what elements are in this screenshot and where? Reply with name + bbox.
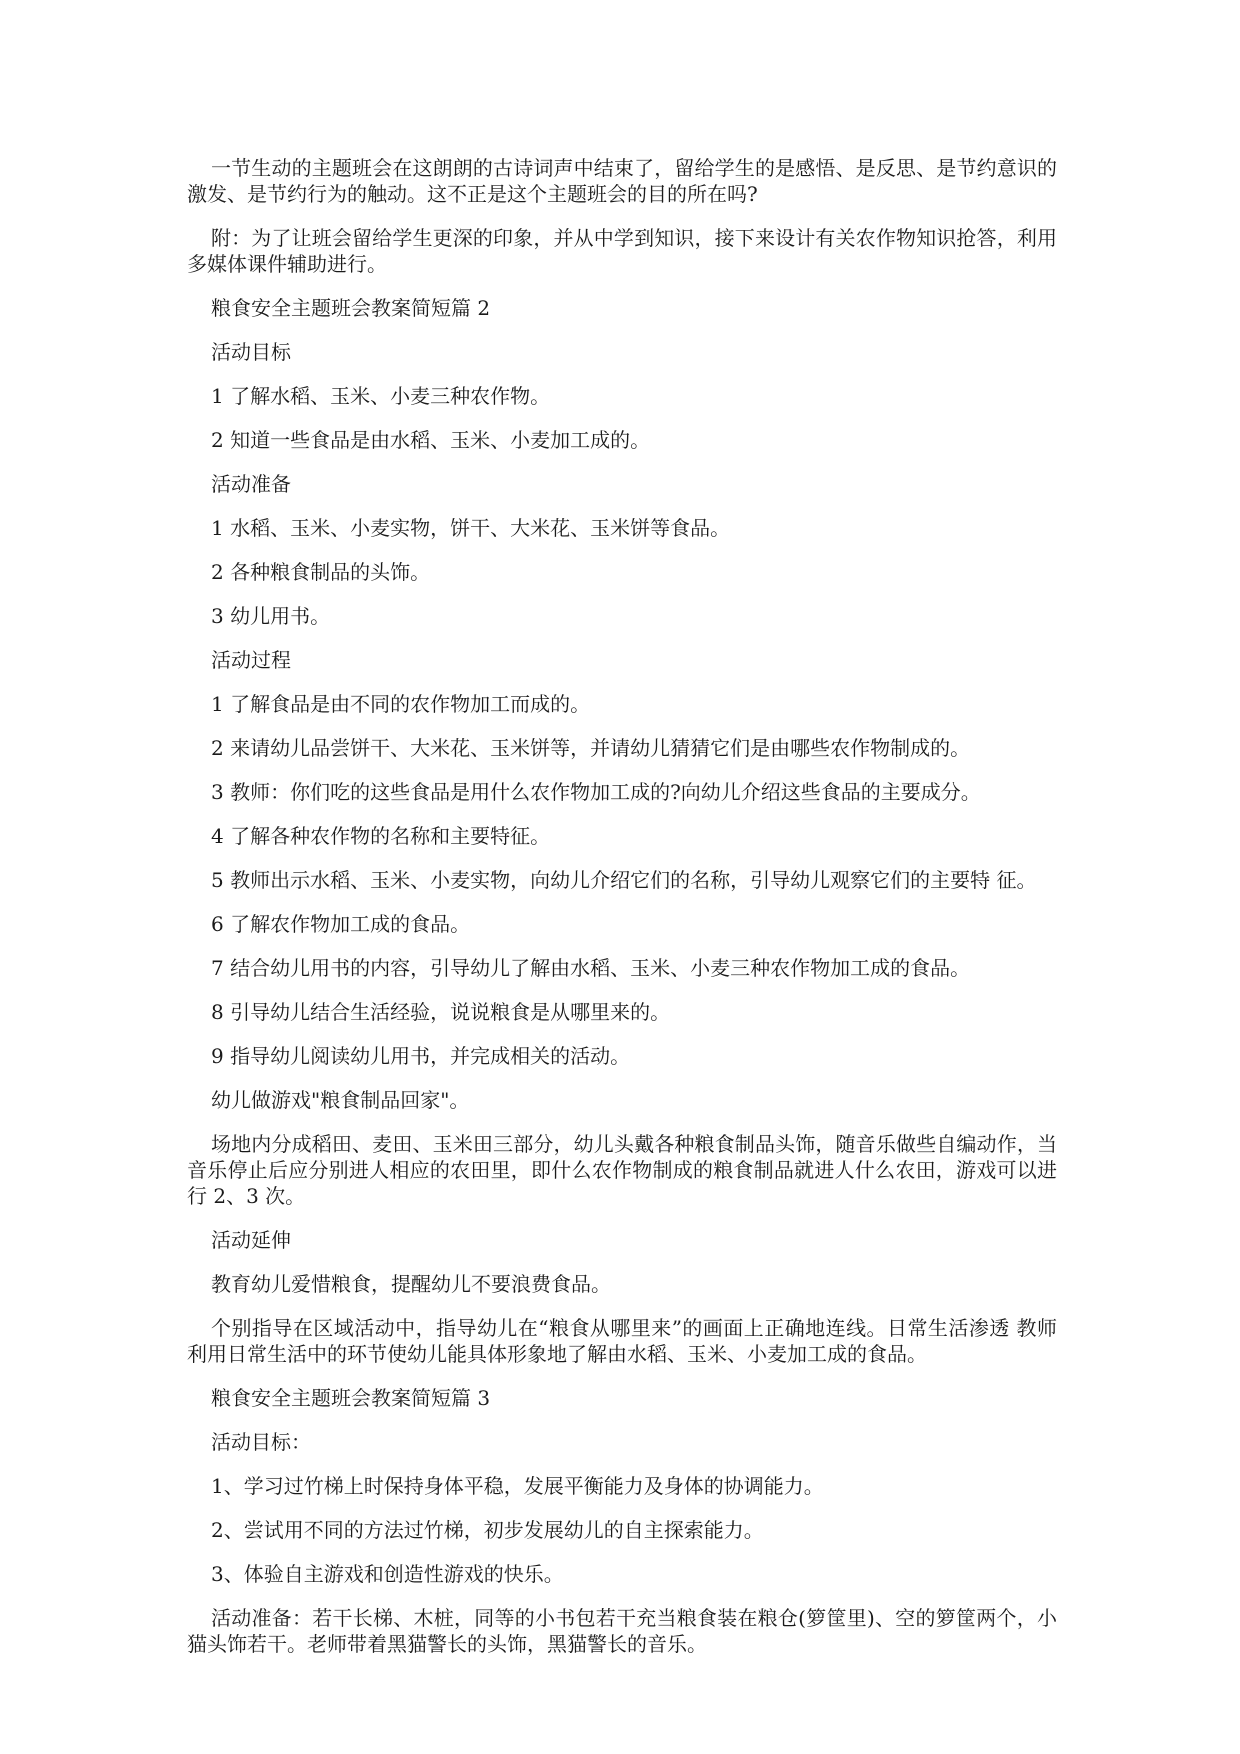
subheading-activity-process: 活动过程 — [211, 648, 291, 672]
paragraph-preparation-3: 活动准备：若干长梯、木桩，同等的小书包若干充当粮食装在粮仓(箩筐里)、空的箩筐两个，小猫头饰若干。老师带着黑猫警长的头饰，黑猫警长的音乐。 — [187, 1606, 1057, 1656]
list-item: 2 各种粮食制品的头饰。 — [211, 560, 431, 584]
list-item: 6 了解农作物加工成的食品。 — [211, 912, 471, 936]
list-item: 2、尝试用不同的方法过竹梯，初步发展幼儿的自主探索能力。 — [211, 1518, 764, 1542]
list-item: 3、体验自主游戏和创造性游戏的快乐。 — [211, 1562, 564, 1586]
list-item: 3 幼儿用书。 — [211, 604, 331, 628]
subheading-activity-goals: 活动目标 — [211, 340, 291, 364]
list-item: 2 来请幼儿品尝饼干、大米花、玉米饼等，并请幼儿猜猜它们是由哪些农作物制成的。 — [211, 736, 971, 760]
paragraph-extension-1: 教育幼儿爱惜粮食，提醒幼儿不要浪费食品。 — [211, 1272, 611, 1296]
subheading-activity-goals-3: 活动目标： — [211, 1430, 311, 1454]
list-item: 1 了解食品是由不同的农作物加工而成的。 — [211, 692, 591, 716]
list-item: 1 了解水稻、玉米、小麦三种农作物。 — [211, 384, 551, 408]
list-item: 8 引导幼儿结合生活经验，说说粮食是从哪里来的。 — [211, 1000, 671, 1024]
list-item: 9 指导幼儿阅读幼儿用书，并完成相关的活动。 — [211, 1044, 631, 1068]
paragraph-appendix: 附：为了让班会留给学生更深的印象，并从中学到知识，接下来设计有关农作物知识抢答，利用多媒体课件辅助进行。 — [187, 226, 1057, 276]
paragraph-extension-2: 个别指导在区域活动中，指导幼儿在“粮食从哪里来”的画面上正确地连线。日常生活渗透 教师利用日常生活中的环节使幼儿能具体形象地了解由水稻、玉米、小麦加工成的食品。 — [187, 1316, 1057, 1366]
list-item: 4 了解各种农作物的名称和主要特征。 — [211, 824, 551, 848]
section-title-part-2: 粮食安全主题班会教案简短篇 2 — [211, 296, 491, 320]
list-item: 5 教师出示水稻、玉米、小麦实物，向幼儿介绍它们的名称，引导幼儿观察它们的主要特 征。 — [211, 868, 1037, 892]
paragraph-game-rules: 场地内分成稻田、麦田、玉米田三部分，幼儿头戴各种粮食制品头饰，随音乐做些自编动作，当音乐停止后应分别进人相应的农田里，即什么农作物制成的粮食制品就进人什么农田，游戏可以进行 2、3 次。 — [187, 1132, 1057, 1208]
list-item: 7 结合幼儿用书的内容，引导幼儿了解由水稻、玉米、小麦三种农作物加工成的食品。 — [211, 956, 971, 980]
list-item: 2 知道一些食品是由水稻、玉米、小麦加工成的。 — [211, 428, 651, 452]
document-page — [187, 155, 1057, 1675]
list-item: 3 教师：你们吃的这些食品是用什么农作物加工成的?向幼儿介绍这些食品的主要成分。 — [211, 780, 981, 804]
paragraph-game-title: 幼儿做游戏"粮食制品回家"。 — [211, 1088, 470, 1112]
subheading-activity-preparation: 活动准备 — [211, 472, 291, 496]
list-item: 1、学习过竹梯上时保持身体平稳，发展平衡能力及身体的协调能力。 — [211, 1474, 824, 1498]
list-item: 1 水稻、玉米、小麦实物，饼干、大米花、玉米饼等食品。 — [211, 516, 731, 540]
subheading-activity-extension: 活动延伸 — [211, 1228, 291, 1252]
section-title-part-3: 粮食安全主题班会教案简短篇 3 — [211, 1386, 491, 1410]
paragraph-conclusion: 一节生动的主题班会在这朗朗的古诗词声中结束了，留给学生的是感悟、是反思、是节约意识的激发、是节约行为的触动。这不正是这个主题班会的目的所在吗? — [187, 156, 1057, 206]
